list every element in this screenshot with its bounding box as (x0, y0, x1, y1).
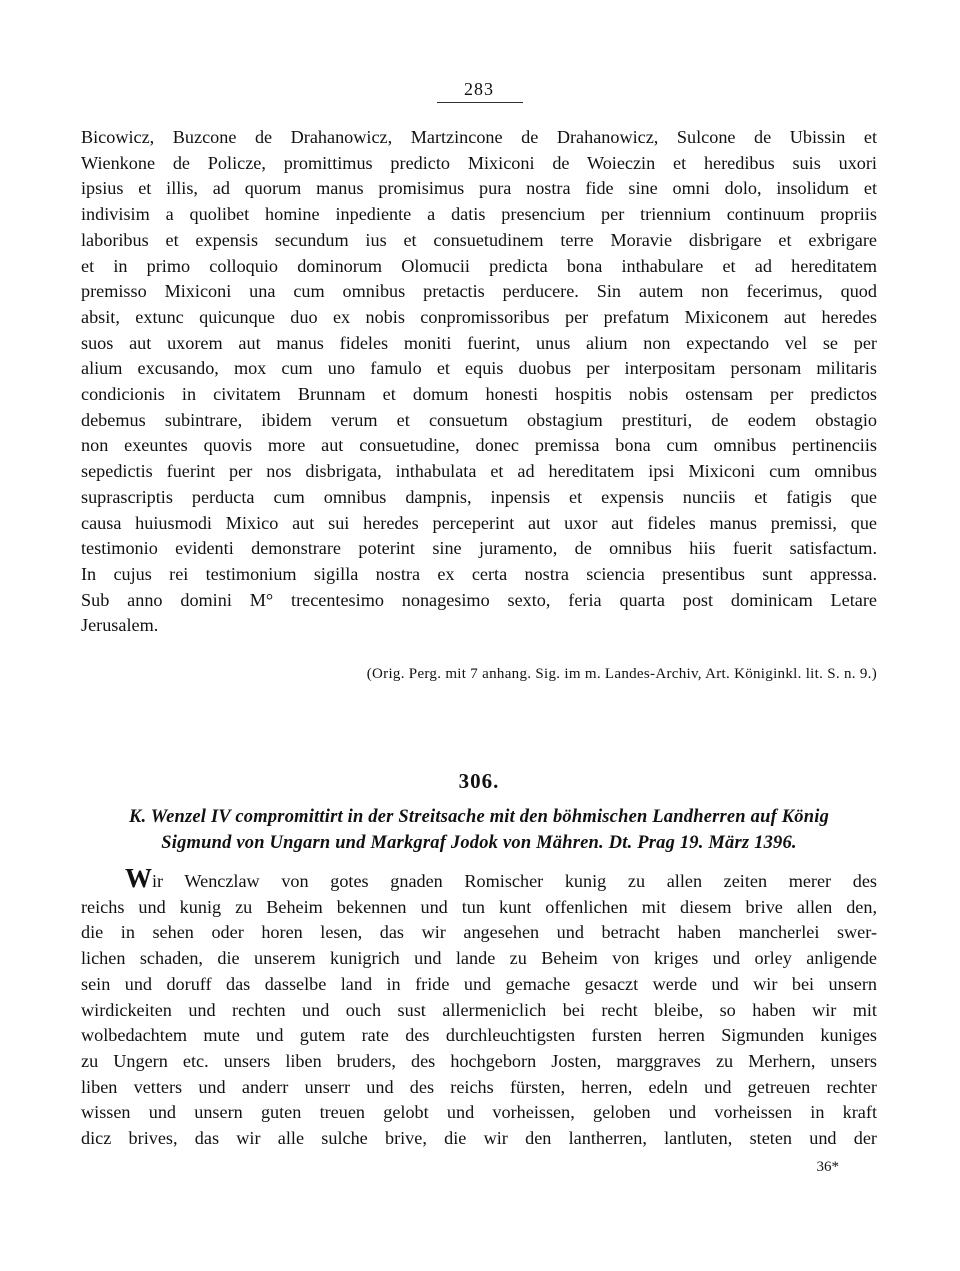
text-line: lichen schaden, die unserem kunigrich und lande zu Beheim von kriges und orley anligende (81, 948, 877, 969)
text-line: absit, extunc quicunque duo ex nobis conpromissoribus per prefatum Mixiconem aut heredes (81, 306, 877, 327)
regest-line: Sigmund von Ungarn und Markgraf Jodok von Mähren. Dt. Prag 19. März 1396. (161, 833, 797, 853)
document-body (81, 863, 877, 1152)
text-line: Wienkone de Policze, promittimus predicto Mixiconi de Woieczin et heredibus suis uxori (81, 152, 877, 173)
text-line: suprascriptis perducta cum omnibus dampnis, inpensis et expensis nunciis et fatigis que (81, 486, 877, 507)
text-line: non exeuntes quovis more aut consuetudine, donec premissa bona cum omnibus pertinenciis (81, 435, 877, 456)
text-line: causa huiusmodi Mixico aut sui heredes perceperint aut uxor aut fideles manus premissi, que (81, 512, 877, 533)
text-line: die in sehen oder horen lesen, das wir angesehen und betracht haben mancherlei swer- (81, 922, 877, 943)
signature-mark: 36* (816, 1159, 839, 1175)
text-line: wissen und unsern guten treuen gelobt und vorheissen, geloben und vorheissen in kraft (81, 1102, 877, 1123)
text-line: liben vetters und anderr unserr und des reichs fürsten, herren, edeln und getreuen rechter (81, 1076, 877, 1097)
text-line: Sub anno domini M° trecentesimo nonagesimo sexto, feria quarta post dominicam Letare (81, 589, 877, 610)
text-line-first (81, 863, 877, 895)
continuation-text (81, 125, 877, 639)
document-page (81, 0, 877, 1271)
regest-line: K. Wenzel IV compromittirt in der Streitsache mit den böhmischen Landherren auf König (128, 807, 830, 827)
header-rule (437, 102, 523, 103)
text-line: laboribus et expensis secundum ius et consuetudinem terre Moravie disbrigare et exbrigare (81, 229, 877, 250)
text-line: Bicowicz, Buzcone de Drahanowicz, Martzincone de Drahanowicz, Sulcone de Ubissin et (81, 127, 877, 147)
text-line: sein und doruff das dasselbe land in fride und gemache gesaczt werde und wir bei unsern (81, 973, 877, 994)
text-line: et in primo colloquio dominorum Olomucii predicta bona inthabulare et ad hereditatem (81, 255, 877, 276)
text-line: In cujus rei testimonium sigilla nostra ex certa nostra sciencia presentibus sunt appressa. (81, 563, 877, 584)
text-line: wolbedachtem mute und gutem rate des durchleuchtigsten fursten herren Sigmunden kuniges (81, 1025, 877, 1046)
document-number: 306. (458, 769, 500, 793)
text-line: suos aut uxorem aut manus fideles moniti fuerint, unus alium non expectando vel se per (81, 332, 877, 353)
text-line: reichs und kunig zu Beheim bekennen und tun kunt offenlichen mit diesem brive allen den, (81, 896, 877, 917)
text-line: debemus subintrare, ibidem verum et consuetum obstagium prestituri, de eodem obstagio (81, 409, 877, 430)
text-line: wirdickeiten und rechten und ouch sust allermeniclich bei recht bleibe, so haben wir mit (81, 999, 877, 1020)
regest-heading (81, 804, 877, 856)
text-line: dicz brives, das wir alle sulche brive, die wir den lantherren, lantluten, steten und der (81, 1128, 877, 1149)
text-line: ipsius et illis, ad quorum manus promisimus pura nostra fide sine omni dolo, insolidum et (81, 178, 877, 199)
text-line: testimonio evidenti demonstrare poterint sine juramento, de omnibus hiis fuerit satisfactum. (81, 538, 877, 559)
text-line: zu Ungern etc. unsers liben bruders, des hochgeborn Josten, marggraves zu Merhern, unsers (81, 1050, 877, 1071)
text-line: alium excusando, mox cum uno famulo et equis duobus per interpositam personam militaris (81, 358, 877, 379)
initial-letter: W (125, 863, 152, 893)
text-line: indivisim a quolibet homine inpediente a datis presencium per triennium continuum propriis (81, 204, 877, 225)
text-line: sepedictis fuerint per nos disbrigata, inthabulata et ad hereditatem ipsi Mixiconi cum omnibus (81, 461, 877, 482)
text-line: Jerusalem. (81, 615, 159, 636)
text-line: condicionis in civitatem Brunnam et domum honesti hospitis nobis ostensam per predictos (81, 384, 877, 405)
page-number: 283 (464, 79, 494, 99)
text-line: premisso Mixiconi una cum omnibus pretactis perducere. Sin autem non fecerimus, quod (81, 281, 877, 302)
source-note: (Orig. Perg. mit 7 anhang. Sig. im m. Landes-Archiv, Art. Königinkl. lit. S. n. 9.) (366, 666, 877, 682)
first-line-text: ir Wenczlaw von gotes gnaden Romischer kunig zu allen zeiten merer des (152, 871, 877, 891)
